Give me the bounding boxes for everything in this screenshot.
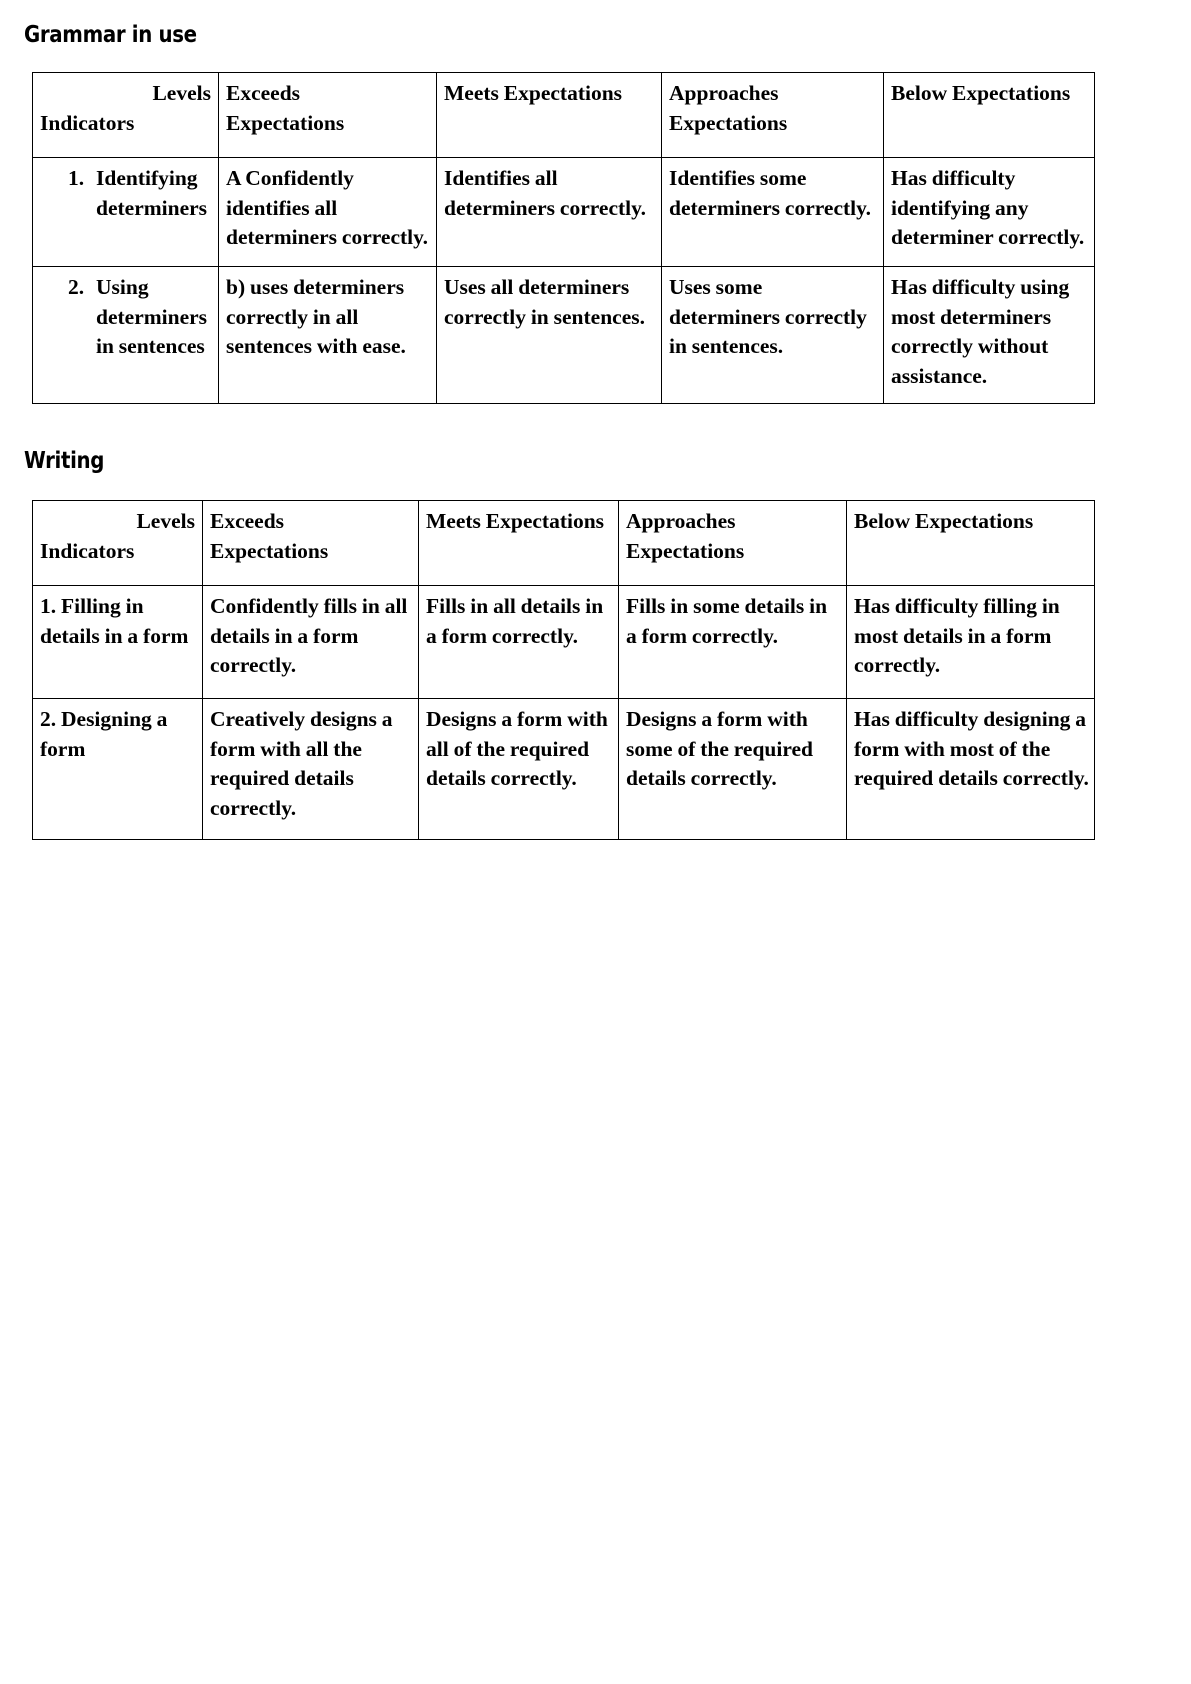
cell-meets: Uses all determiners correctly in sentences. [437, 267, 662, 404]
header-line: Below Expectations [854, 509, 1034, 533]
header-cell-exceeds [203, 501, 419, 586]
cell-meets: Identifies all determiners correctly. [437, 158, 662, 267]
cell-below: Has difficulty using most determiners correctly without assistance. [884, 267, 1095, 404]
section-heading-grammar: Grammar in use [24, 22, 197, 48]
cell-indicator: 1. Filling in details in a form [33, 586, 203, 699]
table-header-row [33, 501, 1095, 586]
rubric-table-writing [32, 500, 1095, 840]
cell-exceeds: A Confidently identifies all determiners correctly. [219, 158, 437, 267]
indicator-numbered-item [40, 273, 213, 362]
header-cell-approaches [619, 501, 847, 586]
indicator-text: Identifying determiners [96, 166, 208, 220]
cell-exceeds: Creatively designs a form with all the required details correctly. [203, 699, 419, 840]
header-cell-meets [437, 73, 662, 158]
cell-exceeds: Confidently fills in all details in a form correctly. [203, 586, 419, 699]
header-line: Approaches [626, 509, 736, 533]
cell-exceeds: b) uses determiners correctly in all sentences with ease. [219, 267, 437, 404]
header-cell-exceeds [219, 73, 437, 158]
header-cell-below [884, 73, 1095, 158]
table-header-row [33, 73, 1095, 158]
cell-indicator [33, 267, 219, 404]
cell-approaches: Fills in some details in a form correctly. [619, 586, 847, 699]
header-line: Exceeds [210, 509, 285, 533]
cell-below: Has difficulty filling in most details in a form correctly. [847, 586, 1095, 699]
corner-levels-label: Levels [136, 509, 195, 533]
header-cell-corner [33, 501, 203, 586]
header-cell-corner [33, 73, 219, 158]
corner-indicators-label: Indicators [40, 538, 135, 563]
header-cell-meets [419, 501, 619, 586]
cell-indicator: 2. Designing a form [33, 699, 203, 840]
header-line: Meets Expectations [426, 509, 605, 533]
header-line: Expectations [210, 538, 329, 563]
table-row [33, 267, 1095, 404]
cell-meets: Designs a form with all of the required details correctly. [419, 699, 619, 840]
header-line: Expectations [226, 110, 345, 135]
header-cell-approaches [662, 73, 884, 158]
header-line: Meets Expectations [444, 81, 623, 105]
rubric-table-grammar [32, 72, 1095, 404]
header-line: Exceeds [226, 81, 301, 105]
cell-indicator [33, 158, 219, 267]
table-row [33, 699, 1095, 840]
indicator-numbered-item [40, 164, 213, 223]
table-row [33, 158, 1095, 267]
header-line: Below Expectations [891, 81, 1071, 105]
cell-approaches: Designs a form with some of the required details correctly. [619, 699, 847, 840]
corner-levels-label: Levels [152, 81, 211, 105]
cell-below: Has difficulty identifying any determiner correctly. [884, 158, 1095, 267]
header-line: Expectations [626, 538, 745, 563]
indicator-number: 2. [68, 275, 85, 299]
cell-below: Has difficulty designing a form with most of the required details correctly. [847, 699, 1095, 840]
indicator-text: Using determiners in sentences [96, 275, 208, 359]
section-heading-writing: Writing [24, 448, 105, 474]
indicator-number: 1. [68, 166, 85, 190]
cell-meets: Fills in all details in a form correctly. [419, 586, 619, 699]
table-row [33, 586, 1095, 699]
header-line: Expectations [669, 110, 788, 135]
corner-indicators-label: Indicators [40, 110, 135, 135]
header-line: Approaches [669, 81, 779, 105]
cell-approaches: Identifies some determiners correctly. [662, 158, 884, 267]
header-cell-below [847, 501, 1095, 586]
cell-approaches: Uses some determiners correctly in sentences. [662, 267, 884, 404]
